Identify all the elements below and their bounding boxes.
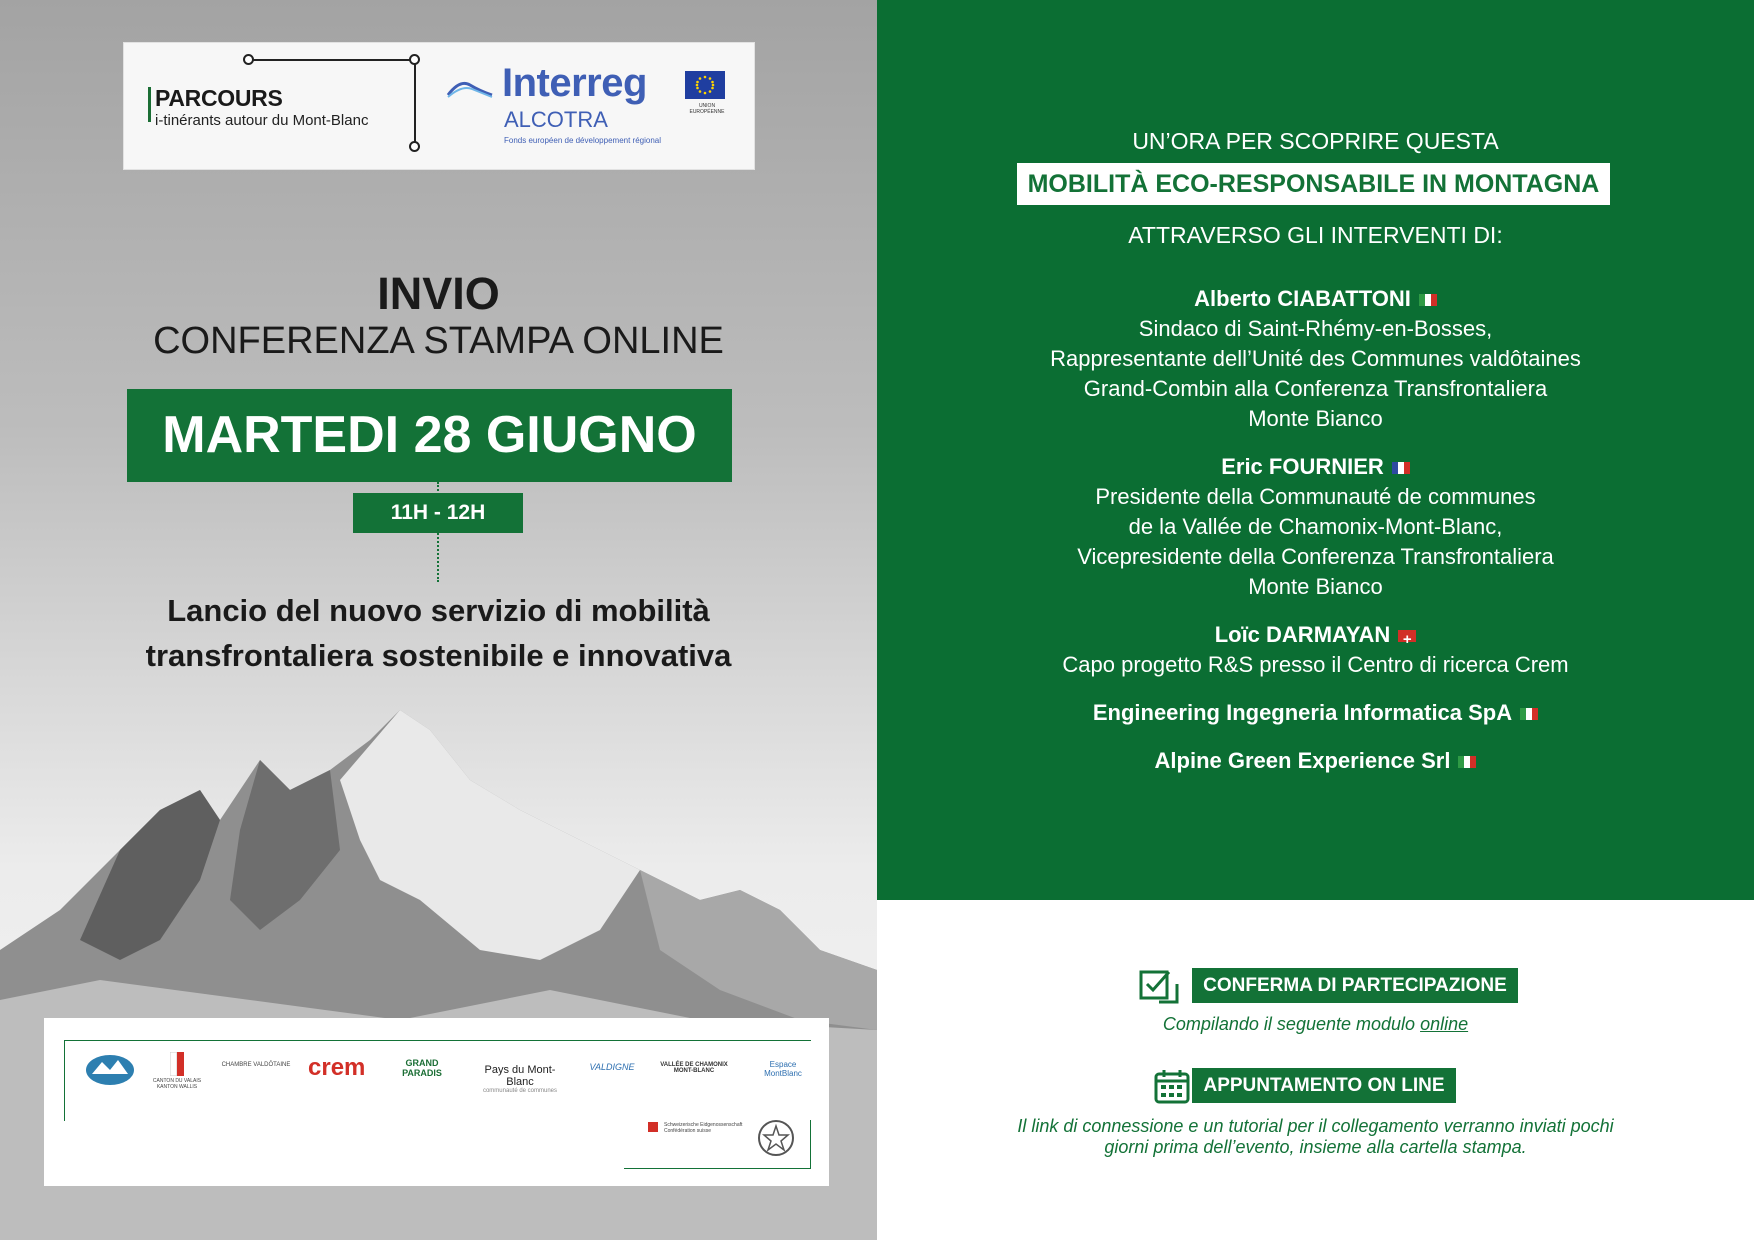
speaker-alpine-green bbox=[877, 746, 1754, 776]
espace-mont-blanc-logo: Espace MontBlanc bbox=[764, 1060, 802, 1078]
speaker-name: Eric FOURNIER bbox=[1221, 454, 1384, 479]
intro-highlight: MOBILITÀ ECO-RESPONSABILE IN MONTAGNA bbox=[1017, 163, 1610, 205]
conference-subtitle: CONFERENZA STAMPA ONLINE bbox=[153, 320, 724, 362]
grand-combin-logo-icon bbox=[82, 1052, 138, 1088]
logo-banner bbox=[123, 42, 755, 170]
online-form-link[interactable]: online bbox=[1420, 1014, 1469, 1034]
appointment-instructions: Il link di connessione e un tutorial per il collegamento verranno inviati pochi giorni prima dell’evento, insieme alla cartella stampa. bbox=[1017, 1116, 1614, 1157]
feder-label: Fonds européen de développement régional bbox=[504, 136, 662, 145]
canton-valais-logo: CANTON DU VALAIS KANTON WALLIS bbox=[148, 1052, 206, 1090]
speaker-name: Engineering Ingegneria Informatica SpA bbox=[1092, 700, 1513, 725]
invite-heading: INVIO bbox=[377, 268, 500, 319]
eu-label: UNION EUROPÉENNE bbox=[689, 103, 725, 115]
calendar-icon bbox=[1154, 1068, 1190, 1104]
speaker-name: Alpine Green Experience Srl bbox=[1154, 748, 1451, 773]
event-time-badge: 11H - 12H bbox=[353, 493, 523, 533]
chambre-valdotaine-logo: CHAMBRE VALDÔTAINE bbox=[221, 1062, 291, 1068]
confirm-instructions: Compilando il seguente modulo online bbox=[1162, 1014, 1469, 1034]
eu-flag-icon bbox=[685, 71, 725, 99]
valdigne-logo: VALDIGNE bbox=[589, 1062, 635, 1072]
actions-panel bbox=[877, 900, 1754, 1240]
intro-line-3: ATTRAVERSO GLI INTERVENTI DI: bbox=[1128, 222, 1503, 248]
interreg-logo-title: Interreg bbox=[502, 61, 647, 105]
speaker-role-line: Vicepresidente della Conferenza Transfrontaliera bbox=[1077, 544, 1554, 569]
parcours-logo-subtitle: i-tinérants autour du Mont-Blanc bbox=[155, 112, 369, 129]
speaker-name: Loïc DARMAYAN bbox=[1214, 622, 1391, 647]
event-date-banner: MARTEDI 28 GIUGNO bbox=[127, 389, 732, 482]
italy-flag-icon bbox=[1520, 708, 1538, 720]
speaker-fournier bbox=[877, 452, 1754, 602]
launch-line-1: Lancio del nuovo servizio di mobilità bbox=[167, 593, 710, 628]
crem-logo: crem bbox=[308, 1054, 366, 1081]
online-appointment-button[interactable]: APPUNTAMENTO ON LINE bbox=[1192, 1068, 1456, 1103]
speaker-role-line: Grand-Combin alla Conferenza Transfrontaliera bbox=[1083, 376, 1548, 401]
speaker-ciabattoni bbox=[877, 284, 1754, 434]
italian-republic-emblem-icon bbox=[756, 1118, 796, 1158]
parcours-logo-title: PARCOURS bbox=[155, 85, 283, 111]
grand-paradis-logo: GRAND PARADIS bbox=[402, 1058, 442, 1078]
partner-logos-strip bbox=[44, 1018, 829, 1186]
intro-line-1: UN’ORA PER SCOPRIRE QUESTA bbox=[1132, 128, 1499, 154]
italy-flag-icon bbox=[1419, 294, 1437, 306]
speakers-panel bbox=[877, 0, 1754, 900]
speaker-role-line: Monte Bianco bbox=[1248, 406, 1383, 431]
italy-flag-icon bbox=[1458, 756, 1476, 768]
switzerland-flag-icon bbox=[1398, 630, 1416, 642]
checklist-icon bbox=[1139, 968, 1179, 1004]
interreg-wave-icon bbox=[446, 77, 494, 99]
speaker-name: Alberto CIABATTONI bbox=[1194, 286, 1411, 311]
speaker-role-line: Capo progetto R&S presso il Centro di ricerca Crem bbox=[1062, 652, 1569, 677]
speaker-role-line: Monte Bianco bbox=[1248, 574, 1383, 599]
swiss-confederation-logo: Schweizerische Eidgenossenschaft Confédération suisse bbox=[648, 1122, 754, 1134]
launch-description bbox=[60, 588, 817, 678]
vallee-de-chamonix-logo: VALLÉE DE CHAMONIX MONT-BLANC bbox=[660, 1062, 728, 1074]
pays-du-mont-blanc-logo: Pays du Mont-Blanc communauté de communes bbox=[482, 1064, 558, 1094]
speaker-role-line: de la Vallée de Chamonix-Mont-Blanc, bbox=[1128, 514, 1503, 539]
alcotra-label: ALCOTRA bbox=[504, 107, 608, 132]
speaker-role-line: Sindaco di Saint-Rhémy-en-Bosses, bbox=[1138, 316, 1493, 341]
launch-line-2: transfrontaliera sostenibile e innovativa bbox=[145, 638, 732, 673]
confirm-participation-button[interactable]: CONFERMA DI PARTECIPAZIONE bbox=[1192, 968, 1518, 1003]
speaker-role-line: Rappresentante dell’Unité des Communes valdôtaines bbox=[1050, 346, 1581, 371]
speaker-role-line: Presidente della Communauté de communes bbox=[1095, 484, 1536, 509]
speaker-darmayan bbox=[877, 620, 1754, 680]
france-flag-icon bbox=[1392, 462, 1410, 474]
speaker-engineering bbox=[877, 698, 1754, 728]
